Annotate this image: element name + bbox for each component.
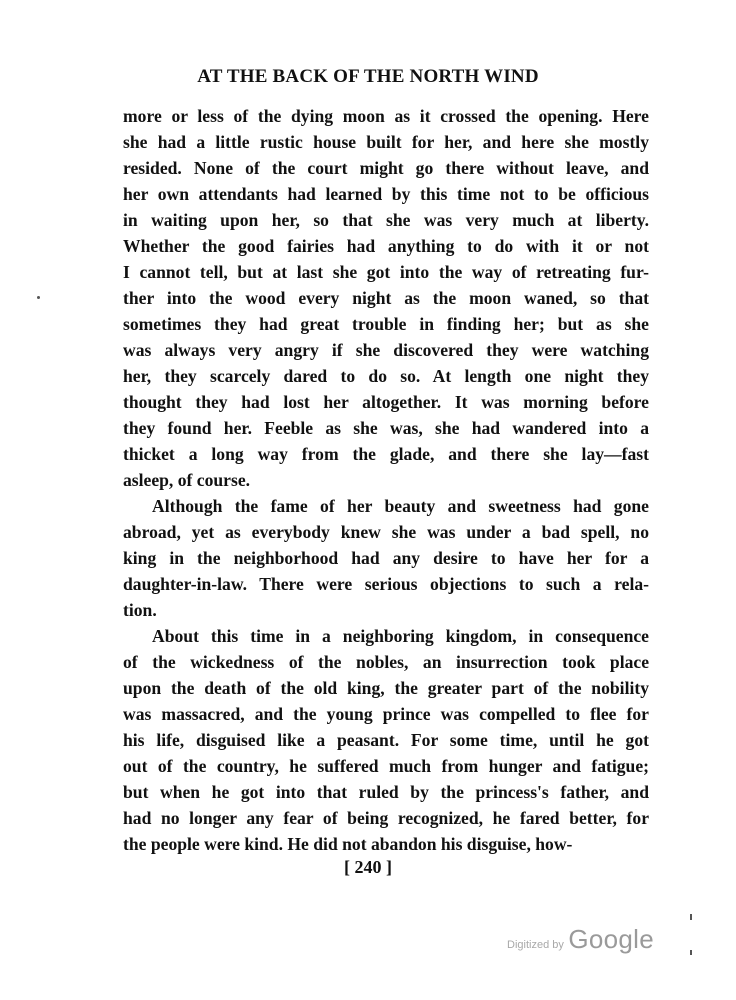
text-line: she had a little rustic house built for her, and here she mostly	[123, 132, 649, 152]
text-line: the people were kind. He did not abandon his disguise, how-	[123, 834, 573, 854]
text-line: more or less of the dying moon as it crossed the opening. Here	[123, 106, 649, 126]
text-line: upon the death of the old king, the greater part of the nobility	[123, 678, 649, 698]
text-line: was always very angry if she discovered they were watching	[123, 340, 649, 360]
margin-speck	[37, 296, 40, 299]
running-header: AT THE BACK OF THE NORTH WIND	[197, 66, 539, 87]
text-line: out of the country, he suffered much from hunger and fatigue;	[123, 756, 649, 776]
text-line: daughter-in-law. There were serious objections to such a rela-	[123, 574, 649, 594]
text-line: his life, disguised like a peasant. For some time, until he got	[123, 730, 649, 750]
text-line: they found her. Feeble as she was, she had wandered into a	[123, 418, 649, 438]
text-line: thicket a long way from the glade, and there she lay—fast	[123, 444, 649, 464]
text-line: was massacred, and the young prince was compelled to flee for	[123, 704, 649, 724]
text-line: her own attendants had learned by this time not to be officious	[123, 184, 649, 204]
text-line: in waiting upon her, so that she was very much at liberty.	[123, 210, 649, 230]
text-line: sometimes they had great trouble in finding her; but as she	[123, 314, 649, 334]
text-line: Although the fame of her beauty and sweetness had gone	[152, 496, 649, 516]
text-line: king in the neighborhood had any desire to have her for a	[123, 548, 649, 568]
text-line: had no longer any fear of being recognized, he fared better, for	[123, 808, 649, 828]
text-line: her, they scarcely dared to do so. At length one night they	[123, 366, 649, 386]
text-line: Whether the good fairies had anything to do with it or not	[123, 236, 649, 256]
text-line: of the wickedness of the nobles, an insurrection took place	[123, 652, 649, 672]
text-line: tion.	[123, 600, 157, 620]
margin-speck	[690, 914, 692, 920]
page-number: [ 240 ]	[344, 857, 392, 877]
text-line: resided. None of the court might go there without leave, and	[123, 158, 649, 178]
text-line: About this time in a neighboring kingdom, in consequence	[152, 626, 649, 646]
text-line: thought they had lost her altogether. It was morning before	[123, 392, 649, 412]
text-line: but when he got into that ruled by the princess's father, and	[123, 782, 649, 802]
text-line: ther into the wood every night as the moon waned, so that	[123, 288, 649, 308]
text-line: asleep, of course.	[123, 470, 251, 490]
text-line: I cannot tell, but at last she got into the way of retreating fur-	[123, 262, 649, 282]
margin-speck	[690, 950, 692, 955]
watermark-prefix: Digitized by	[507, 939, 564, 951]
text-line: abroad, yet as everybody knew she was under a bad spell, no	[123, 522, 649, 542]
watermark-brand: Google	[568, 924, 654, 954]
digitized-watermark	[507, 924, 654, 955]
body-text	[123, 103, 649, 857]
